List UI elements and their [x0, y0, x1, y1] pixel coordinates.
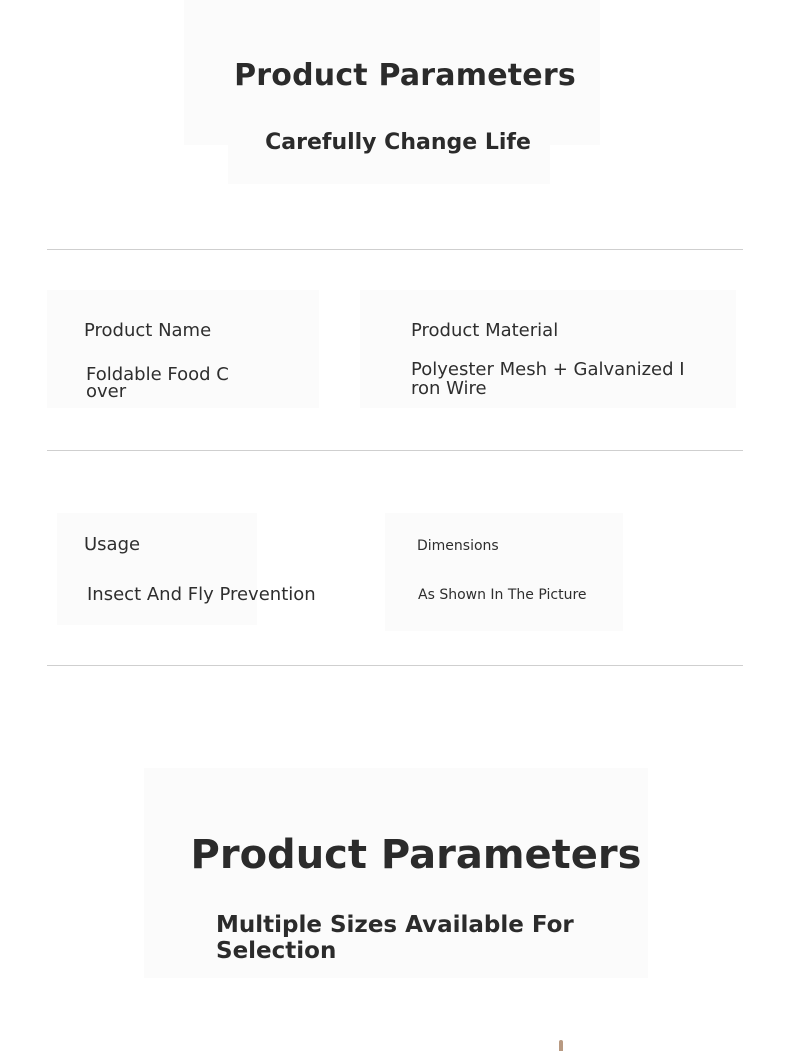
divider-bottom: [47, 665, 743, 666]
param-label-dimensions: Dimensions: [417, 538, 499, 554]
param-label-usage: Usage: [84, 534, 141, 555]
param-value-product-name: Foldable Food Cover: [86, 364, 229, 402]
section-subtitle: Multiple Sizes Available For Selection: [216, 912, 574, 964]
param-value-dimensions: As Shown In The Picture: [418, 587, 587, 603]
param-label-product-name: Product Name: [84, 320, 212, 341]
divider-top: [47, 249, 743, 250]
cell-backdrop-dimensions: [385, 513, 623, 631]
page-title: Product Parameters: [234, 58, 576, 93]
product-image-edge: [559, 1040, 563, 1051]
divider-middle: [47, 450, 743, 451]
param-label-product-material: Product Material: [411, 320, 559, 341]
param-value-product-material: Polyester Mesh + Galvanized Iron Wire: [411, 359, 685, 399]
cell-backdrop-usage: [57, 513, 257, 625]
param-value-usage: Insect And Fly Prevention: [87, 584, 316, 605]
section-title: Product Parameters: [190, 832, 642, 878]
page-subtitle: Carefully Change Life: [265, 130, 531, 155]
